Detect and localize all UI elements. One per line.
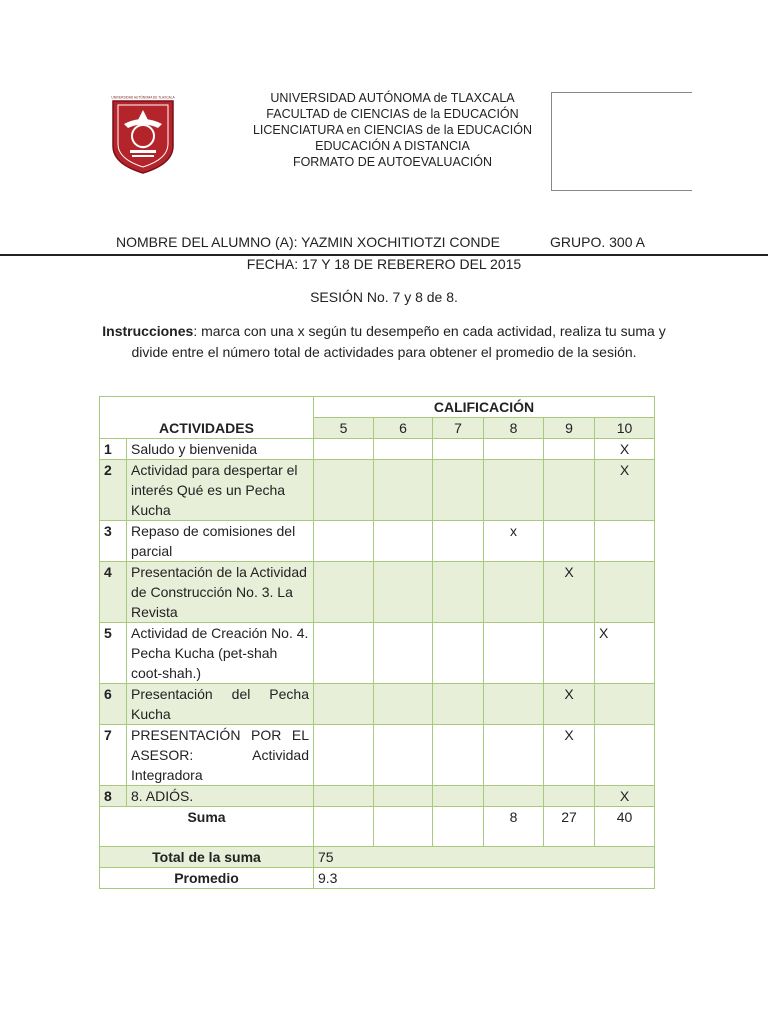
activities-header: ACTIVIDADES bbox=[100, 397, 314, 439]
total-row bbox=[100, 847, 655, 868]
average-value: 9.3 bbox=[314, 868, 655, 889]
sum-9: 27 bbox=[544, 807, 595, 847]
sum-row bbox=[100, 807, 655, 847]
activity-8: 8. ADIÓS. bbox=[127, 786, 314, 807]
activity-3: Repaso de comisiones del parcial bbox=[127, 521, 314, 562]
grade-col-5: 5 bbox=[314, 418, 374, 439]
faculty-name: FACULTAD de CIENCIAS de la EDUCACIÓN bbox=[266, 107, 519, 121]
instructions-text: : marca con una x según tu desempeño en cada actividad, realiza tu suma y divide entre el número total de actividades para obtener el promedio de la sesión. bbox=[131, 323, 666, 360]
average-row bbox=[100, 868, 655, 889]
table-row: 7 PRESENTACIÓN POR EL ASESOR: Actividad Integradora X bbox=[100, 725, 655, 786]
table-row: 5 Actividad de Creación No. 4. Pecha Kucha (pet-shah coot-shah.) X bbox=[100, 623, 655, 684]
student-group: GRUPO. 300 A bbox=[550, 234, 645, 250]
grade-header: CALIFICACIÓN bbox=[314, 397, 655, 418]
activity-1: Saludo y bienvenida bbox=[127, 439, 314, 460]
student-name: NOMBRE DEL ALUMNO (A): YAZMIN XOCHITIOTZI CONDE bbox=[116, 234, 500, 250]
form-title: FORMATO DE AUTOEVALUACIÓN bbox=[292, 155, 493, 169]
table-row: 6 Presentación del Pecha Kucha X bbox=[100, 684, 655, 725]
grade-col-8: 8 bbox=[484, 418, 544, 439]
activity-4: Presentación de la Actividad de Construcción No. 3. La Revista bbox=[127, 562, 314, 623]
university-name: UNIVERSIDAD AUTÓNOMA de TLAXCALA bbox=[270, 91, 515, 105]
total-label: Total de la suma bbox=[100, 847, 314, 868]
blank-box bbox=[551, 92, 692, 191]
svg-text:UNIVERSIDAD AUTÓNOMA DE TLAXCA: UNIVERSIDAD AUTÓNOMA DE TLAXCALA bbox=[111, 95, 175, 100]
table-row: 2 Actividad para despertar el interés Qué es un Pecha Kucha X bbox=[100, 460, 655, 521]
activity-7: PRESENTACIÓN POR EL ASESOR: Actividad Integradora bbox=[127, 725, 314, 786]
grades-table bbox=[99, 396, 655, 889]
degree-name: LICENCIATURA en CIENCIAS de la EDUCACIÓN bbox=[252, 123, 532, 137]
grade-col-9: 9 bbox=[544, 418, 595, 439]
sum-label: Suma bbox=[100, 807, 314, 847]
modality: EDUCACIÓN A DISTANCIA bbox=[315, 139, 470, 153]
table-row: 1 Saludo y bienvenida X bbox=[100, 439, 655, 460]
university-logo bbox=[110, 94, 176, 174]
sum-8: 8 bbox=[484, 807, 544, 847]
sum-10: 40 bbox=[595, 807, 655, 847]
session-line: SESIÓN No. 7 y 8 de 8. bbox=[310, 289, 458, 305]
activity-6: Presentación del Pecha Kucha bbox=[127, 684, 314, 725]
total-value: 75 bbox=[314, 847, 655, 868]
grade-col-10: 10 bbox=[595, 418, 655, 439]
institution-header bbox=[230, 90, 555, 170]
table-row: 3 Repaso de comisiones del parcial x bbox=[100, 521, 655, 562]
instructions bbox=[100, 321, 668, 362]
table-row: 4 Presentación de la Actividad de Construcción No. 3. La Revista X bbox=[100, 562, 655, 623]
grade-col-6: 6 bbox=[374, 418, 433, 439]
average-label: Promedio bbox=[100, 868, 314, 889]
activity-5: Actividad de Creación No. 4. Pecha Kucha (pet-shah coot-shah.) bbox=[127, 623, 314, 684]
activity-2: Actividad para despertar el interés Qué es un Pecha Kucha bbox=[127, 460, 314, 521]
instructions-label: Instrucciones bbox=[102, 323, 194, 339]
table-row: 8 8. ADIÓS. X bbox=[100, 786, 655, 807]
date-line: FECHA: 17 Y 18 DE REBERERO DEL 2015 bbox=[246, 256, 522, 272]
grade-col-7: 7 bbox=[433, 418, 484, 439]
